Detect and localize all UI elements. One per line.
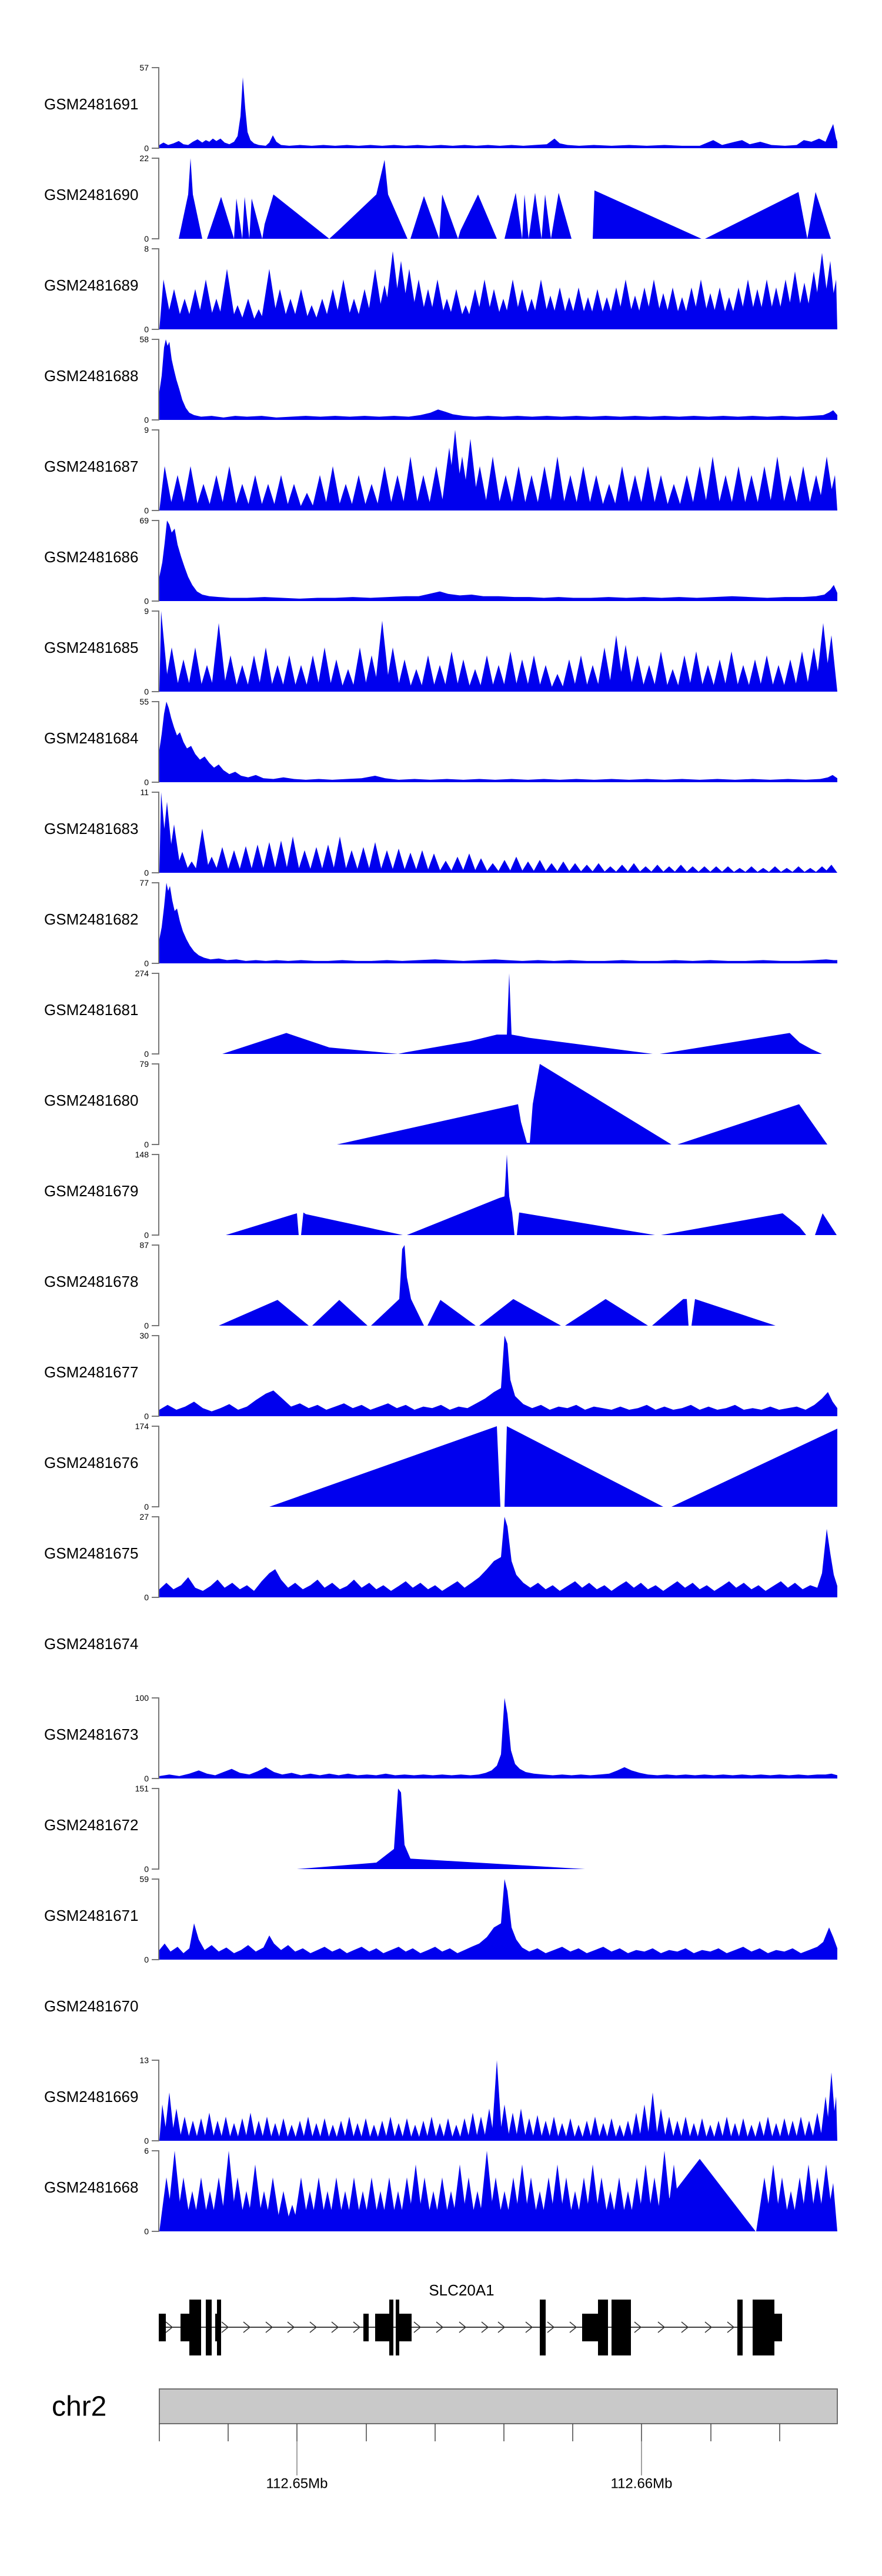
signal-spike	[426, 2117, 437, 2141]
signal-spike	[662, 866, 676, 873]
signal-spike	[653, 475, 669, 510]
signal-spike	[721, 2117, 732, 2141]
signal-spike	[780, 868, 794, 873]
signal-spike	[603, 866, 617, 873]
signal-spike	[345, 850, 359, 873]
signal-spike	[278, 2118, 289, 2141]
signal-spike	[368, 842, 382, 873]
signal-spike	[738, 2118, 749, 2141]
signal-spike	[227, 850, 241, 873]
signal-spike	[282, 655, 297, 692]
y-max-label: 57	[139, 63, 149, 72]
signal-spike	[510, 466, 527, 510]
signal-spike	[556, 862, 570, 873]
track-y-axis	[152, 883, 159, 963]
signal-spike	[286, 836, 300, 873]
signal-spike	[549, 2117, 559, 2141]
track-y-axis	[152, 611, 159, 692]
y-max-label: 87	[139, 1240, 149, 1250]
y-zero-label: 0	[144, 506, 149, 515]
signal-spike	[730, 466, 747, 510]
signal-spike	[182, 466, 199, 510]
signal-spike	[615, 865, 629, 873]
signal-spike	[568, 863, 582, 873]
chromosome-bar	[159, 2389, 837, 2424]
track-label: GSM2481670	[44, 1997, 139, 2015]
y-zero-label: 0	[144, 1774, 149, 1783]
signal-spike	[262, 842, 276, 873]
track-label: GSM2481669	[44, 2088, 139, 2105]
signal-spike	[333, 836, 347, 873]
y-max-label: 6	[144, 2146, 149, 2155]
signal-spike	[724, 652, 739, 692]
signal-spike	[526, 655, 542, 692]
exon-short	[582, 2314, 598, 2341]
track-y-axis	[152, 1517, 159, 1597]
exon-tall	[206, 2300, 212, 2355]
track-GSM2481669	[44, 2056, 837, 2145]
y-max-label: 274	[135, 969, 149, 978]
signal-spike	[580, 865, 594, 873]
axis-tick-label: 112.66Mb	[610, 2475, 673, 2492]
y-max-label: 13	[139, 2056, 149, 2065]
signal-area	[159, 883, 837, 963]
track-label: GSM2481688	[44, 367, 139, 385]
signal-area	[159, 77, 837, 148]
signal-spike	[575, 466, 592, 510]
track-label: GSM2481691	[44, 95, 139, 113]
signal-spike	[779, 2118, 790, 2141]
signal-spike	[321, 845, 335, 873]
track-label: GSM2481686	[44, 548, 139, 566]
track-label: GSM2481671	[44, 1907, 139, 1924]
track-GSM2481679	[44, 1150, 837, 1240]
signal-spike	[795, 466, 811, 510]
exon-tall	[189, 2300, 201, 2355]
track-GSM2481682	[44, 878, 837, 968]
signal-spike	[415, 850, 429, 873]
signal-spike	[664, 2117, 674, 2141]
signal-spike	[759, 655, 774, 692]
chromosome-ideogram	[52, 2389, 837, 2492]
y-zero-label: 0	[144, 234, 149, 243]
y-zero-label: 0	[144, 1140, 149, 1149]
y-max-label: 148	[135, 1150, 149, 1159]
y-zero-label: 0	[144, 144, 149, 153]
signal-spike	[824, 865, 837, 873]
track-GSM2481683	[44, 788, 837, 877]
signal-spike	[179, 2117, 190, 2141]
exon-short	[363, 2314, 369, 2341]
signal-spike	[215, 847, 229, 873]
signal-spike	[503, 652, 518, 692]
y-max-label: 174	[135, 1422, 149, 1431]
signal-spike	[565, 2118, 576, 2141]
track-GSM2481681	[44, 969, 837, 1059]
signal-spike	[443, 2118, 453, 2141]
track-GSM2481674	[44, 1635, 138, 1653]
track-y-axis	[152, 702, 159, 782]
gene-name-label: SLC20A1	[429, 2281, 495, 2299]
y-max-label: 69	[139, 516, 149, 525]
signal-spike	[245, 2113, 256, 2141]
track-label: GSM2481668	[44, 2178, 139, 2196]
track-GSM2481676	[44, 1422, 837, 1511]
signal-spike	[344, 2117, 355, 2141]
signal-spike	[220, 2117, 231, 2141]
signal-spike	[239, 846, 253, 873]
signal-spike	[640, 466, 656, 510]
exon-tall	[217, 2300, 221, 2355]
signal-spike	[403, 853, 417, 873]
signal-spike	[639, 866, 653, 873]
signal-spike	[221, 466, 238, 510]
y-zero-label: 0	[144, 1593, 149, 1602]
signal-spike	[325, 466, 341, 510]
exon-tall	[389, 2300, 393, 2355]
y-zero-label: 0	[144, 778, 149, 787]
y-zero-label: 0	[144, 1502, 149, 1511]
signal-spike	[350, 475, 367, 510]
signal-spike	[704, 456, 721, 510]
track-y-axis	[152, 1788, 159, 1869]
exon-tall	[396, 2300, 399, 2355]
signal-spike	[549, 456, 566, 510]
track-label: GSM2481690	[44, 186, 139, 203]
y-max-label: 55	[139, 697, 149, 706]
signal-area	[159, 702, 837, 782]
exon-tall	[612, 2300, 631, 2355]
track-label: GSM2481687	[44, 458, 139, 475]
signal-spike	[479, 655, 495, 692]
signal-spike	[656, 2108, 666, 2141]
track-GSM2481684	[44, 697, 837, 787]
y-max-label: 9	[144, 606, 149, 616]
signal-spike	[223, 655, 238, 692]
signal-spike	[250, 845, 265, 873]
signal-spike	[680, 2117, 691, 2141]
track-label: GSM2481685	[44, 639, 139, 656]
y-zero-label: 0	[144, 1230, 149, 1240]
signal-spike	[385, 2117, 396, 2141]
track-y-axis	[152, 1426, 159, 1507]
track-label: GSM2481676	[44, 1454, 139, 1471]
y-max-label: 77	[139, 878, 149, 887]
signal-spike	[763, 2117, 773, 2141]
signal-spike	[630, 655, 645, 692]
signal-spike	[516, 2108, 526, 2141]
signal-spike	[273, 475, 289, 510]
y-max-label: 30	[139, 1331, 149, 1340]
track-y-axis	[152, 1154, 159, 1235]
signal-area	[159, 1154, 837, 1235]
signal-area	[159, 973, 837, 1054]
signal-spike	[450, 857, 465, 873]
track-label: GSM2481689	[44, 276, 139, 294]
track-GSM2481688	[44, 335, 837, 425]
y-zero-label: 0	[144, 415, 149, 425]
signal-spike	[769, 456, 786, 510]
signal-spike	[592, 863, 606, 873]
exon-short	[159, 2314, 166, 2341]
signal-spike	[456, 659, 471, 692]
y-max-label: 27	[139, 1512, 149, 1521]
track-label: GSM2481683	[44, 820, 139, 837]
track-label: GSM2481675	[44, 1544, 139, 1562]
signal-spike	[756, 868, 770, 873]
track-GSM2481687	[44, 425, 837, 515]
signal-spike	[686, 866, 700, 873]
y-zero-label: 0	[144, 596, 149, 606]
signal-spike	[650, 865, 664, 873]
signal-spike	[689, 652, 704, 692]
exon-short	[375, 2314, 389, 2341]
track-label: GSM2481678	[44, 1273, 139, 1290]
track-y-axis	[152, 68, 159, 148]
signal-spike	[380, 850, 394, 873]
signal-spike	[262, 2117, 272, 2141]
y-zero-label: 0	[144, 2136, 149, 2145]
y-zero-label: 0	[144, 1864, 149, 1874]
signal-spike	[258, 648, 273, 692]
exon-tall	[540, 2300, 546, 2355]
y-zero-label: 0	[144, 1321, 149, 1330]
signal-spike	[444, 652, 459, 692]
track-label: GSM2481677	[44, 1363, 139, 1381]
signal-spike	[211, 623, 226, 692]
track-GSM2481685	[44, 606, 837, 696]
y-zero-label: 0	[144, 959, 149, 968]
signal-spike	[497, 860, 512, 873]
track-label: GSM2481682	[44, 910, 139, 928]
track-label: GSM2481672	[44, 1816, 139, 1834]
y-max-label: 100	[135, 1693, 149, 1703]
signal-spike	[709, 866, 723, 873]
signal-spike	[509, 857, 523, 873]
track-y-axis	[152, 430, 159, 510]
y-max-label: 79	[139, 1059, 149, 1069]
signal-spike	[352, 648, 368, 692]
signal-spike	[427, 853, 441, 873]
track-y-axis	[152, 2060, 159, 2141]
track-y-axis	[152, 158, 159, 239]
signal-spike	[195, 829, 209, 873]
track-y-axis	[152, 2151, 159, 2231]
signal-spike	[697, 2118, 707, 2141]
track-GSM2481672	[44, 1784, 837, 1874]
signal-area	[159, 1879, 837, 1960]
signal-spike	[356, 847, 370, 873]
track-GSM2481668	[44, 2146, 837, 2236]
signal-spike	[474, 858, 488, 873]
y-zero-label: 0	[144, 1049, 149, 1059]
gene-model-SLC20A1	[159, 2281, 782, 2355]
signal-spike	[329, 659, 344, 692]
track-GSM2481690	[44, 154, 837, 243]
signal-area	[159, 1064, 837, 1144]
signal-spike	[397, 659, 412, 692]
signal-spike	[298, 850, 312, 873]
y-max-label: 9	[144, 425, 149, 435]
y-zero-label: 0	[144, 1412, 149, 1421]
signal-spike	[697, 866, 711, 873]
exon-short	[399, 2314, 412, 2341]
signal-area	[159, 1517, 837, 1597]
y-max-label: 22	[139, 154, 149, 163]
signal-spike	[733, 868, 747, 873]
signal-spike	[614, 466, 630, 510]
track-GSM2481677	[44, 1331, 837, 1421]
signal-spike	[360, 2118, 371, 2141]
track-GSM2481691	[44, 63, 837, 153]
signal-spike	[791, 866, 806, 873]
signal-spike	[533, 860, 547, 873]
track-y-axis	[152, 1879, 159, 1960]
y-zero-label: 0	[144, 1955, 149, 1964]
exon-tall	[753, 2300, 774, 2355]
exon-tall	[598, 2300, 608, 2355]
track-y-axis	[152, 339, 159, 420]
track-GSM2481680	[44, 1059, 837, 1149]
signal-spike	[309, 847, 323, 873]
signal-area	[159, 1698, 837, 1778]
y-max-label: 11	[140, 788, 149, 797]
track-y-axis	[152, 973, 159, 1054]
signal-spike	[653, 652, 669, 692]
signal-spike	[674, 865, 688, 873]
signal-area	[159, 158, 837, 239]
signal-spike	[486, 863, 500, 873]
signal-spike	[521, 862, 535, 873]
y-max-label: 151	[135, 1784, 149, 1793]
track-label: GSM2481684	[44, 729, 139, 747]
signal-spike	[588, 475, 604, 510]
signal-spike	[319, 2118, 330, 2141]
track-GSM2481675	[44, 1512, 837, 1602]
signal-spike	[485, 456, 501, 510]
y-max-label: 58	[139, 335, 149, 344]
track-GSM2481689	[44, 244, 837, 334]
signal-spike	[721, 866, 735, 873]
exon-short	[181, 2314, 189, 2341]
track-y-axis	[152, 1336, 159, 1416]
signal-spike	[573, 655, 589, 692]
signal-spike	[402, 456, 419, 510]
track-y-axis	[152, 520, 159, 601]
track-GSM2481671	[44, 1874, 837, 1964]
signal-area	[159, 1245, 837, 1326]
signal-spike	[744, 866, 759, 873]
signal-spike	[647, 2093, 658, 2141]
signal-spike	[247, 475, 263, 510]
y-max-label: 8	[144, 244, 149, 253]
track-y-axis	[152, 1064, 159, 1144]
signal-spike	[204, 2113, 215, 2141]
exon-short	[774, 2314, 782, 2341]
signal-spike	[274, 840, 288, 873]
signal-area	[159, 339, 837, 420]
signal-spike	[392, 849, 406, 873]
signal-area	[159, 1336, 837, 1416]
exon-tall	[737, 2300, 743, 2355]
y-zero-label: 0	[144, 687, 149, 696]
signal-spike	[627, 863, 641, 873]
signal-spike	[303, 2117, 313, 2141]
chromosome-label: chr2	[52, 2391, 107, 2422]
y-zero-label: 0	[144, 868, 149, 877]
track-label: GSM2481680	[44, 1092, 139, 1109]
track-GSM2481670	[44, 1997, 138, 2015]
track-y-axis	[152, 1698, 159, 1778]
signal-spike	[768, 866, 782, 873]
track-y-axis	[152, 792, 159, 873]
exon-short	[215, 2314, 217, 2341]
signal-spike	[317, 648, 332, 692]
signal-spike	[532, 2115, 543, 2141]
signal-spike	[606, 2118, 617, 2141]
track-y-axis	[152, 1245, 159, 1326]
track-label: GSM2481679	[44, 1182, 139, 1200]
signal-spike	[467, 2113, 478, 2141]
y-zero-label: 0	[144, 2227, 149, 2236]
signal-spike	[462, 853, 476, 873]
signal-spike	[420, 655, 436, 692]
y-zero-label: 0	[144, 325, 149, 334]
track-GSM2481686	[44, 516, 837, 606]
axis-tick-label: 112.65Mb	[266, 2475, 328, 2492]
track-GSM2481673	[44, 1693, 837, 1783]
track-label: GSM2481674	[44, 1635, 139, 1653]
signal-spike	[538, 665, 553, 692]
signal-spike	[188, 648, 203, 692]
signal-spike	[492, 2060, 502, 2141]
signal-spike	[376, 466, 393, 510]
y-max-label: 59	[139, 1874, 149, 1884]
signal-spike	[159, 466, 173, 510]
signal-spike	[803, 868, 817, 873]
signal-area	[159, 1788, 837, 1869]
signal-spike	[286, 484, 302, 510]
signal-spike	[402, 2118, 412, 2141]
signal-spike	[439, 861, 453, 873]
signal-area	[159, 1426, 837, 1507]
signal-spike	[590, 2117, 600, 2141]
track-GSM2481678	[44, 1240, 837, 1330]
track-label: GSM2481681	[44, 1001, 139, 1019]
signal-area	[159, 520, 837, 601]
signal-spike	[544, 863, 559, 873]
track-label: GSM2481673	[44, 1726, 139, 1743]
track-y-axis	[152, 249, 159, 329]
signal-spike	[796, 2117, 806, 2141]
